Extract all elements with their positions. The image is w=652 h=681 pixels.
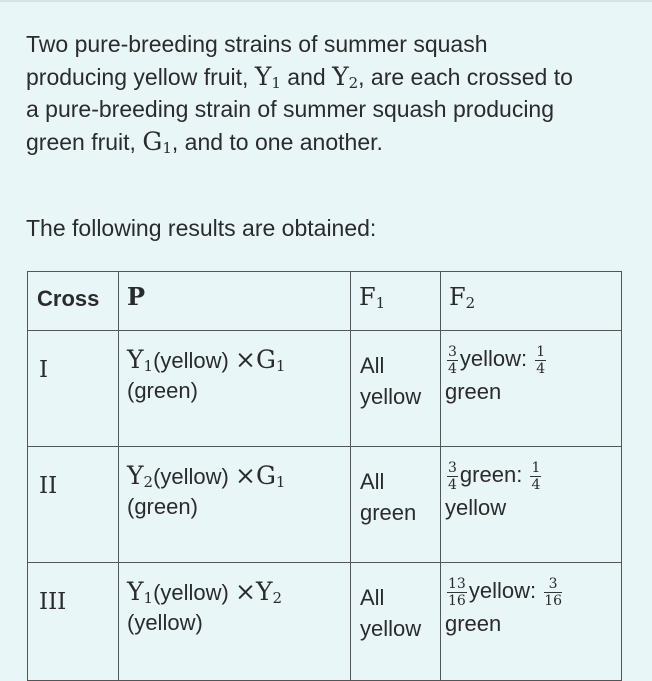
results-intro: The following results are obtained: (26, 215, 377, 241)
header-p: P (119, 272, 351, 331)
f1-cell: All yellow (351, 563, 441, 681)
top-divider (0, 0, 652, 2)
cross-label: II (28, 447, 119, 563)
cross-label: I (28, 331, 119, 447)
parents-cell: $Y_1(yellow) \times G_1$ (green) (119, 331, 351, 447)
table-row (28, 447, 622, 563)
f2-cell: $\frac{3}{4}$ green: $\frac{1}{4}$ yellow (441, 447, 622, 563)
f1-cell: All yellow (351, 331, 441, 447)
cross-label: III (28, 563, 119, 681)
table-row (28, 331, 622, 447)
f2-cell: $\frac{3}{4}$ yellow: $\frac{1}{4}$ green (441, 331, 622, 447)
f2-cell: $\frac{13}{16}$ yellow: $\frac{3}{16}$ green (441, 563, 622, 681)
strain-y1: $Y_1$ (254, 61, 281, 92)
parents-cell: $Y_1(yellow) \times Y_2$ (yellow) (119, 563, 351, 681)
header-f2: $F_2$ (441, 272, 622, 331)
table-header-row (28, 272, 622, 331)
f1-cell: All green (351, 447, 441, 563)
strain-g1: $G_1$ (142, 126, 172, 157)
question-text: Two pure-breeding strains of summer squash producing yellow fruit, $Y_1$ and $Y_2$, are each crossed to a pure-breeding strain of summer squash producing green fruit, $G_1$, and to one another. (26, 31, 573, 157)
table-row (28, 563, 622, 681)
header-f1: $F_1$ (351, 272, 441, 331)
parents-cell: $Y_2(yellow) \times G_1$ (green) (119, 447, 351, 563)
results-table (27, 271, 622, 681)
strain-y2: $Y_2$ (332, 61, 359, 92)
header-cross: Cross (28, 272, 119, 331)
